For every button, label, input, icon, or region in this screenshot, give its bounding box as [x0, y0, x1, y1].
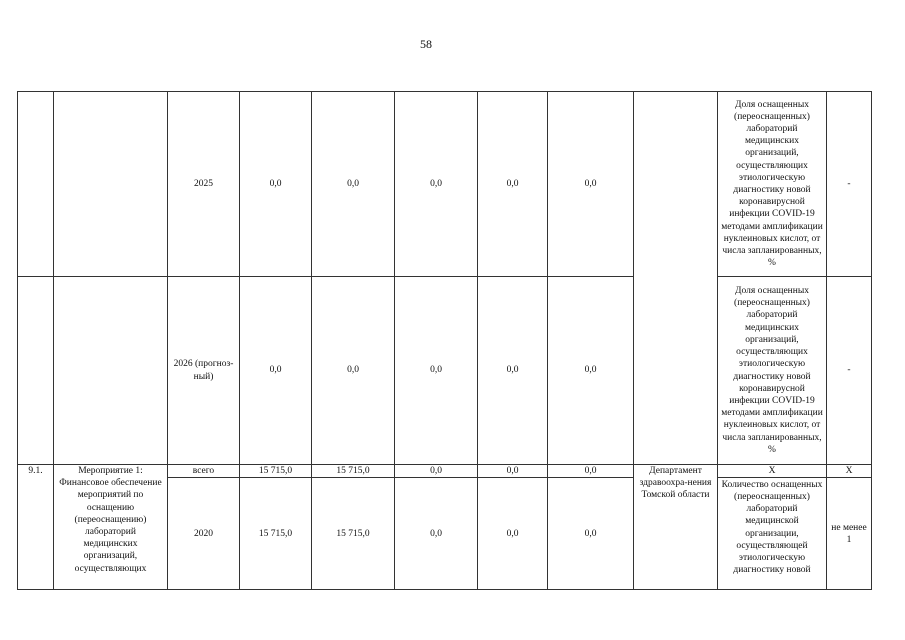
indicator-value-cell: -: [827, 92, 872, 277]
department-cell: Департамент здравоохра-нения Томской области: [634, 465, 718, 590]
indicator-value-cell: не менее 1: [827, 478, 872, 590]
event-cell: [54, 277, 168, 465]
year-cell: 2026 (прогноз-ный): [168, 277, 240, 465]
value-cell: 0,0: [240, 277, 312, 465]
value-cell: 0,0: [548, 465, 634, 478]
value-cell: 0,0: [312, 92, 395, 277]
budget-table: [17, 91, 872, 590]
value-cell: 0,0: [478, 478, 548, 590]
indicator-text: Количество оснащенных (переоснащенных) лабораторий медицинской организации, осуществляющей этиологическую диагностику новой: [721, 479, 823, 576]
value-cell: 0,0: [548, 277, 634, 465]
value-cell: 0,0: [478, 92, 548, 277]
department-cell: [634, 92, 718, 465]
indicator-value-cell: -: [827, 277, 872, 465]
value-cell: 0,0: [548, 478, 634, 590]
table-row: [18, 465, 872, 478]
value-cell: 0,0: [312, 277, 395, 465]
indicator-cell: Доля оснащенных (переоснащенных) лабораторий медицинских организаций, осуществляющих этиологическую диагностику новой коронавирусной инфекции COVID-19 методами амплификации нуклеиновых кислот, от числа запланированных, %: [718, 277, 827, 465]
table-row: [18, 277, 872, 465]
indicator-value-cell: Х: [827, 465, 872, 478]
row-number-cell: 9.1.: [18, 465, 54, 590]
value-cell: 0,0: [395, 478, 478, 590]
year-cell: 2020: [168, 478, 240, 590]
value-cell: 15 715,0: [312, 478, 395, 590]
value-cell: 0,0: [478, 277, 548, 465]
value-cell: 0,0: [395, 465, 478, 478]
value-cell: 0,0: [240, 92, 312, 277]
value-cell: 0,0: [548, 92, 634, 277]
year-cell: всего: [168, 465, 240, 478]
row-number-cell: [18, 92, 54, 277]
value-cell: 15 715,0: [312, 465, 395, 478]
row-number-cell: [18, 277, 54, 465]
value-cell: 15 715,0: [240, 465, 312, 478]
event-cell: [54, 92, 168, 277]
value-cell: 15 715,0: [240, 478, 312, 590]
indicator-cell: Доля оснащенных (переоснащенных) лабораторий медицинских организаций, осуществляющих этиологическую диагностику новой коронавирусной инфекции COVID-19 методами амплификации нуклеиновых кислот, от числа запланированных, %: [718, 92, 827, 277]
indicator-cell: [718, 478, 827, 590]
event-text: Мероприятие 1: Финансовое обеспечение мероприятий по оснащению (переоснащению) лабораторий медицинских организаций, осуществляющих: [59, 466, 162, 574]
table-row: [18, 92, 872, 277]
value-cell: 0,0: [395, 277, 478, 465]
year-cell: 2025: [168, 92, 240, 277]
indicator-cell: Х: [718, 465, 827, 478]
page-number: 58: [420, 37, 432, 51]
value-cell: 0,0: [395, 92, 478, 277]
event-cell: [54, 465, 168, 590]
value-cell: 0,0: [478, 465, 548, 478]
